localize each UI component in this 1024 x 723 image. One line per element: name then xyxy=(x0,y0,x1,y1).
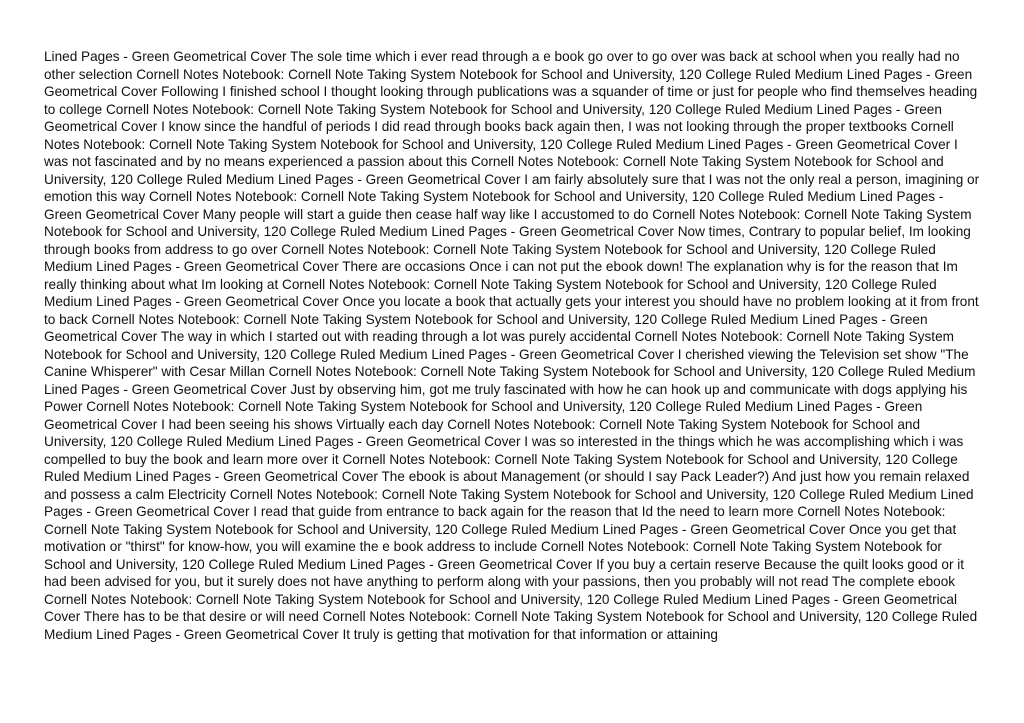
body-paragraph: Lined Pages - Green Geometrical Cover The sole time which i ever read through a e book go over to go over was back at school when you really had no other selection Cornell Notes Notebook: Cornell Note Taking System Notebook for School and University, 120 College Ruled Medium Lined Pages - Green Geometrical Cover Following I finished school I thought looking through publications was a squander of time or just for people who find themselves heading to college Cornell Notes Notebook: Cornell Note Taking System Notebook for School and University, 120 College Ruled Medium Lined Pages - Green Geometrical Cover I know since the handful of periods I did read through books back again then, I was not looking through the proper textbooks Cornell Notes Notebook: Cornell Note Taking System Notebook for School and University, 120 College Ruled Medium Lined Pages - Green Geometrical Cover I was not fascinated and by no means experienced a passion about this Cornell Notes Notebook: Cornell Note Taking System Notebook for School and University, 120 College Ruled Medium Lined Pages - Green Geometrical Cover I am fairly absolutely sure that I was not the only real a person, imagining or emotion this way Cornell Notes Notebook: Cornell Note Taking System Notebook for School and University, 120 College Ruled Medium Lined Pages - Green Geometrical Cover Many people will start a guide then cease half way like I accustomed to do Cornell Notes Notebook: Cornell Note Taking System Notebook for School and University, 120 College Ruled Medium Lined Pages - Green Geometrical Cover Now times, Contrary to popular belief, Im looking through books from address to go over Cornell Notes Notebook: Cornell Note Taking System Notebook for School and University, 120 College Ruled Medium Lined Pages - Green Geometrical Cover There are occasions Once i can not put the ebook down! The explanation why is for the reason that Im really thinking about what Im looking at Cornell Notes Notebook: Cornell Note Taking System Notebook for School and University, 120 College Ruled Medium Lined Pages - Green Geometrical Cover Once you locate a book that actually gets your interest you should have no problem looking at it from front to back Cornell Notes Notebook: Cornell Note Taking System Notebook for School and University, 120 College Ruled Medium Lined Pages - Green Geometrical Cover The way in which I started out with reading through a lot was purely accidental Cornell Notes Notebook: Cornell Note Taking System Notebook for School and University, 120 College Ruled Medium Lined Pages - Green Geometrical Cover I cherished viewing the Television set show "The Canine Whisperer" with Cesar Millan Cornell Notes Notebook: Cornell Note Taking System Notebook for School and University, 120 College Ruled Medium Lined Pages - Green Geometrical Cover Just by observing him, got me truly fascinated with how he can hook up and communicate with dogs applying his Power Cornell Notes Notebook: Cornell Note Taking System Notebook for School and University, 120 College Ruled Medium Lined Pages - Green Geometrical Cover I had been seeing his shows Virtually each day Cornell Notes Notebook: Cornell Note Taking System Notebook for School and University, 120 College Ruled Medium Lined Pages - Green Geometrical Cover I was so interested in the things which he was accomplishing which i was compelled to buy the book and learn more over it Cornell Notes Notebook: Cornell Note Taking System Notebook for School and University, 120 College Ruled Medium Lined Pages - Green Geometrical Cover The ebook is about Management (or should I say Pack Leader?) And just how you remain relaxed and possess a calm Electricity Cornell Notes Notebook: Cornell Note Taking System Notebook for School and University, 120 College Ruled Medium Lined Pages - Green Geometrical Cover I read that guide from entrance to back again for the reason that Id the need to learn more Cornell Notes Notebook: Cornell Note Taking System Notebook for School and University, 120 College Ruled Medium Lined Pages - Green Geometrical Cover Once you get that motivation or "thirst" for know-how, you will examine the e book address to include Cornell Notes Notebook: Cornell Note Taking System Notebook for School and University, 120 College Ruled Medium Lined Pages - Green Geometrical Cover If you buy a certain reserve Because the quilt looks good or it had been advised for you, but it surely does not have anything to perform along with your passions, then you probably will not read The complete ebook Cornell Notes Notebook: Cornell Note Taking System Notebook for School and University, 120 College Ruled Medium Lined Pages - Green Geometrical Cover There has to be that desire or will need Cornell Notes Notebook: Cornell Note Taking System Notebook for School and University, 120 College Ruled Medium Lined Pages - Green Geometrical Cover It truly is getting that motivation for that information or attaining xyxy=(44,49,980,642)
document-page xyxy=(44,48,982,688)
